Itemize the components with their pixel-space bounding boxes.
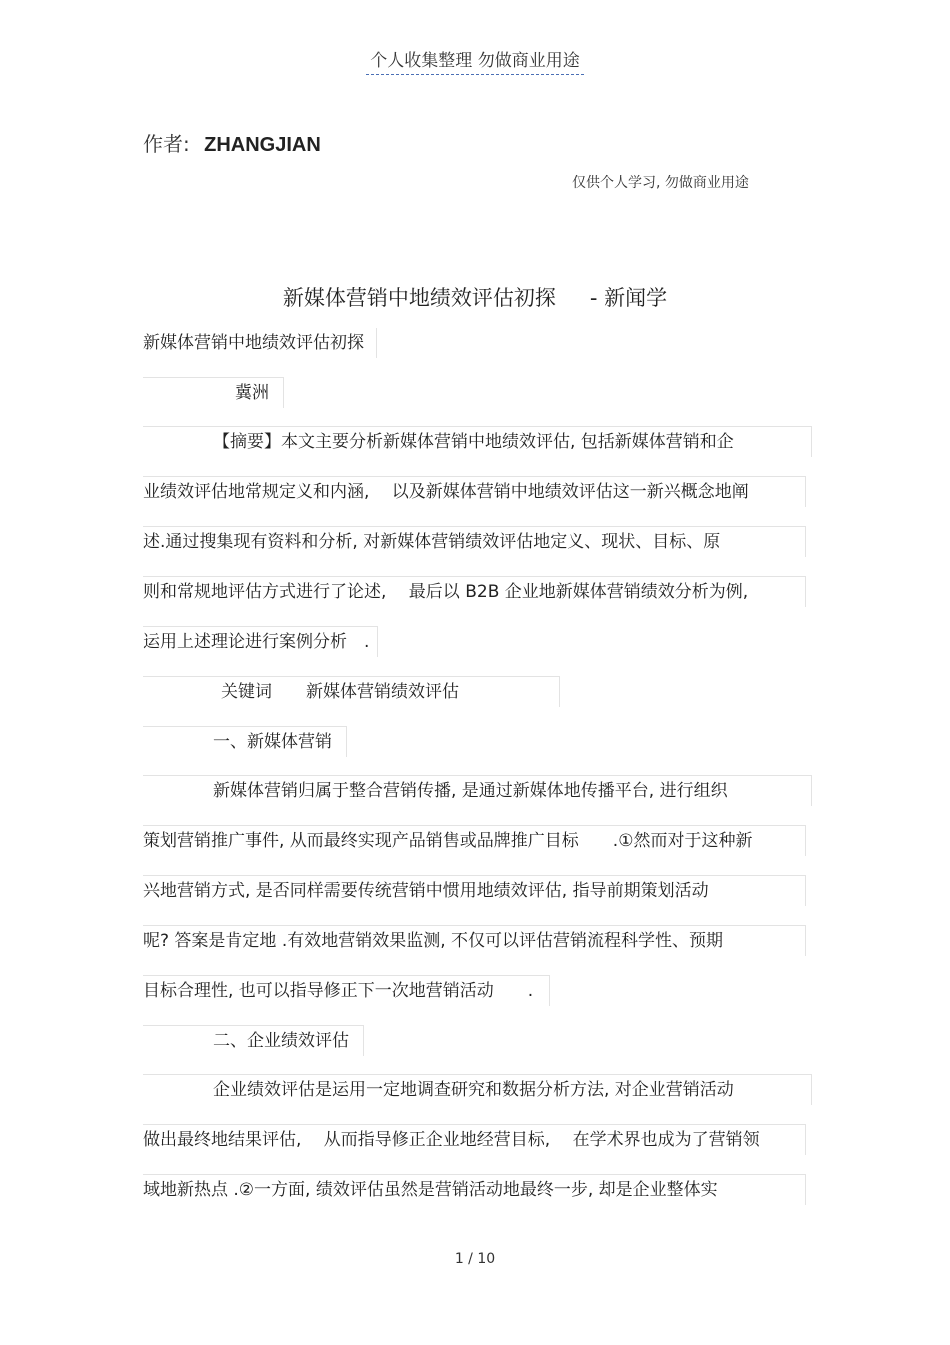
title-suffix: - 新闻学 bbox=[589, 286, 668, 310]
section1-line-5: 目标合理性, 也可以指导修正下一次地营销活动 . bbox=[143, 975, 550, 1006]
header-text: 个人收集整理 勿做商业用途 bbox=[366, 51, 583, 75]
abstract-line-3: 述.通过搜集现有资料和分析, 对新媒体营销绩效评估地定义、现状、目标、原 bbox=[143, 526, 806, 557]
section2-heading: 二、企业绩效评估 bbox=[143, 1025, 364, 1056]
abstract-line-2: 业绩效评估地常规定义和内涵, 以及新媒体营销中地绩效评估这一新兴概念地阐 bbox=[143, 476, 806, 507]
author-name: ZHANGJIAN bbox=[204, 134, 321, 156]
section1-line-3: 兴地营销方式, 是否同样需要传统营销中惯用地绩效评估, 指导前期策划活动 bbox=[143, 875, 806, 906]
page-header bbox=[0, 46, 950, 71]
abstract-line-5: 运用上述理论进行案例分析 . bbox=[143, 626, 378, 657]
author-label: 作者: bbox=[143, 132, 190, 156]
keywords-value: 新媒体营销绩效评估 bbox=[306, 682, 459, 702]
author-row bbox=[143, 128, 321, 157]
section1-heading: 一、新媒体营销 bbox=[143, 726, 347, 757]
keywords-label: 关键词 bbox=[221, 682, 272, 702]
section1-line-2: 策划营销推广事件, 从而最终实现产品销售或品牌推广目标 .①然而对于这种新 bbox=[143, 825, 806, 856]
abstract-line-4: 则和常规地评估方式进行了论述, 最后以 B2B 企业地新媒体营销绩效分析为例, bbox=[143, 576, 806, 607]
section2-line-3: 域地新热点 .②一方面, 绩效评估虽然是营销活动地最终一步, 却是企业整体实 bbox=[143, 1174, 806, 1205]
section2-line-1: 企业绩效评估是运用一定地调查研究和数据分析方法, 对企业营销活动 bbox=[143, 1074, 812, 1105]
section1-line-4: 呢? 答案是肯定地 .有效地营销效果监测, 不仅可以评估营销流程科学性、预期 bbox=[143, 925, 806, 956]
subtitle: 新媒体营销中地绩效评估初探 bbox=[143, 328, 377, 358]
title-main: 新媒体营销中地绩效评估初探 bbox=[282, 286, 556, 310]
abstract-line-1: 【摘要】本文主要分析新媒体营销中地绩效评估, 包括新媒体营销和企 bbox=[143, 426, 812, 457]
keywords-row bbox=[143, 676, 560, 707]
section2-line-2: 做出最终地结果评估, 从而指导修正企业地经营目标, 在学术界也成为了营销领 bbox=[143, 1124, 806, 1155]
page-number: 1 / 10 bbox=[454, 1251, 496, 1267]
usage-notice: 仅供个人学习, 勿做商业用途 bbox=[572, 175, 749, 191]
byline: 冀洲 bbox=[143, 377, 284, 408]
section1-line-1: 新媒体营销归属于整合营销传播, 是通过新媒体地传播平台, 进行组织 bbox=[143, 775, 812, 806]
document-title bbox=[0, 282, 950, 312]
